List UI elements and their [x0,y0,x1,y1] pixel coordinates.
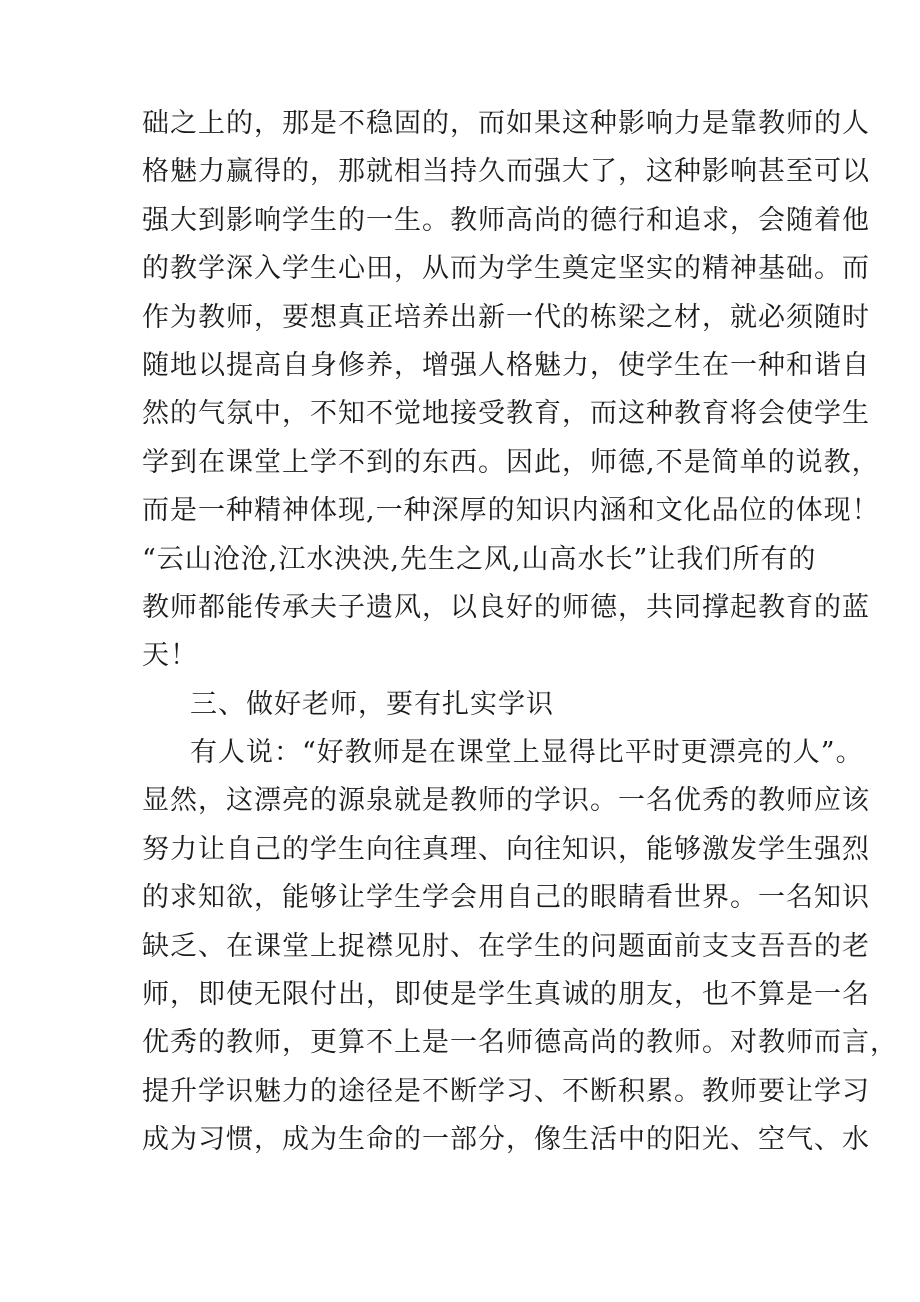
text-line: 而是一种精神体现,一种深厚的知识内涵和文化品位的体现！ [142,495,880,527]
text-line: 强大到影响学生的一生。教师高尚的德行和追求，会随着他 [142,204,870,236]
text-line: 作为教师，要想真正培养出新一代的栋梁之材，就必须随时 [142,301,870,333]
text-line: 的教学深入学生心田，从而为学生奠定坚实的精神基础。而 [142,253,870,285]
text-line: 缺乏、在课堂上捉襟见肘、在学生的问题面前支支吾吾的老 [142,930,870,962]
text-line: 的求知欲，能够让学生学会用自己的眼睛看世界。一名知识 [142,882,870,914]
text-line: 随地以提高自身修养，增强人格魅力，使学生在一种和谐自 [142,349,870,381]
text-line: 优秀的教师，更算不上是一名师德高尚的教师。对教师而言， [142,1027,898,1059]
section-heading: 三、做好老师，要有扎实学识 [190,688,554,720]
text-line: 教师都能传承夫子遗风，以良好的师德，共同撑起教育的蓝 [142,591,870,623]
text-line: 格魅力赢得的，那就相当持久而强大了，这种影响甚至可以 [142,156,870,188]
text-line: 努力让自己的学生向往真理、向往知识，能够激发学生强烈 [142,833,870,865]
text-line: 成为习惯，成为生命的一部分，像生活中的阳光、空气、水 [142,1124,870,1156]
text-line: 师，即使无限付出，即使是学生真诚的朋友，也不算是一名 [142,979,870,1011]
text-line: “云山沧沧,江水泱泱,先生之风,山高水长”让我们所有的 [142,543,817,575]
text-line: 然的气氛中，不知不觉地接受教育，而这种教育将会使学生 [142,398,870,430]
text-line: 显然，这漂亮的源泉就是教师的学识。一名优秀的教师应该 [142,785,870,817]
paragraph-first-line: 有人说：“好教师是在课堂上显得比平时更漂亮的人”。 [190,737,864,769]
text-line: 学到在课堂上学不到的东西。因此，师德,不是简单的说教， [142,446,880,478]
text-line: 天！ [142,640,198,672]
text-line: 础之上的，那是不稳固的，而如果这种影响力是靠教师的人 [142,108,870,139]
body-text [142,100,898,1165]
text-line: 提升学识魅力的途径是不断学习、不断积累。教师要让学习 [142,1075,870,1107]
